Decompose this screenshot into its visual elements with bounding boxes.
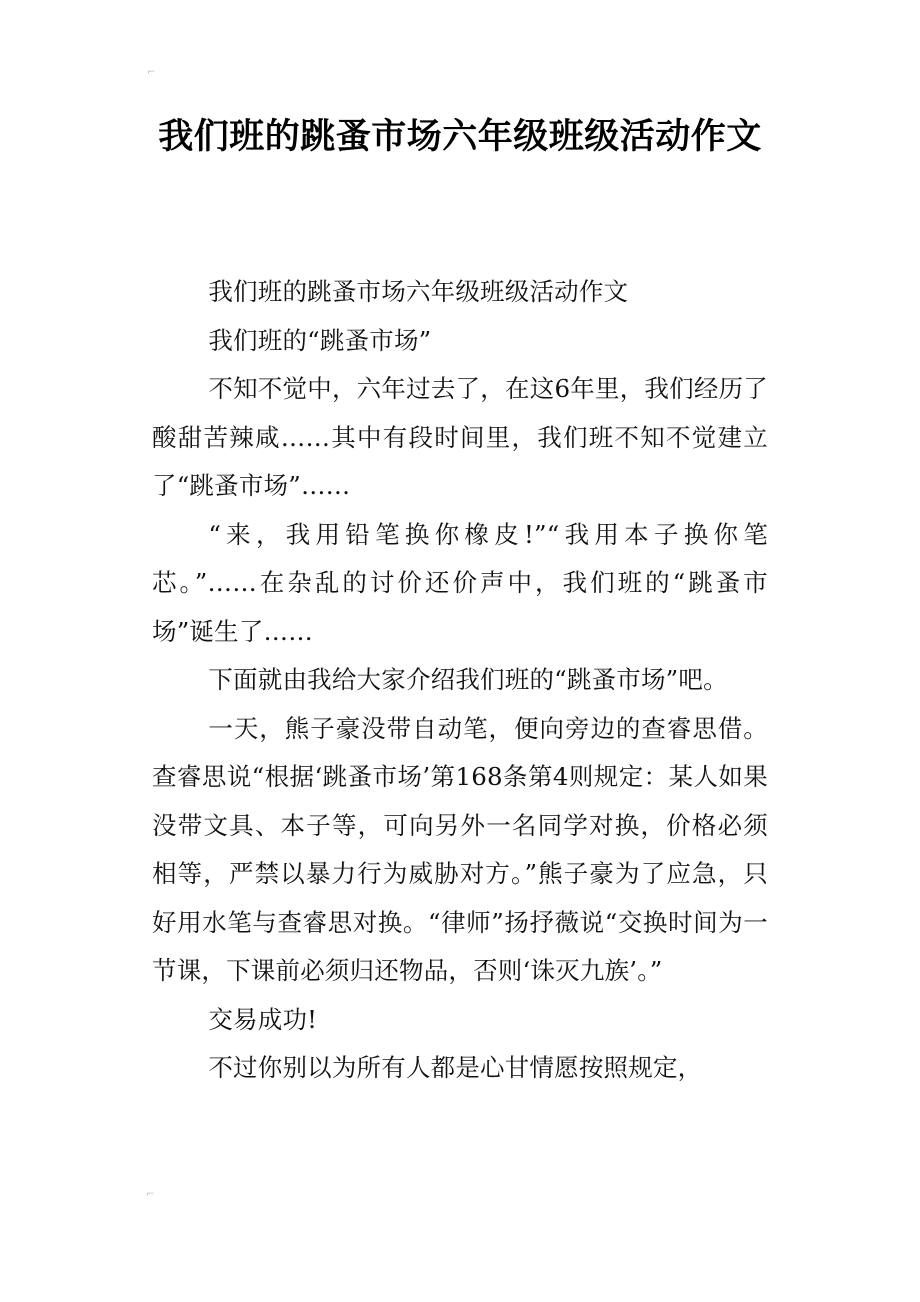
document-body (152, 268, 768, 1093)
paragraph: 下面就由我给大家介绍我们班的“跳蚤市场”吧。 (208, 665, 728, 694)
corner-mark-icon: ⌐ (146, 1189, 155, 1200)
paragraph: 交易成功! (208, 1004, 318, 1034)
paragraph: “来，我用铅笔换你橡皮!”“我用本子换你笔芯。”……在杂乱的讨价还价声中，我们班的“跳蚤市场”诞生了…… (152, 519, 768, 646)
paragraph: 一天，熊子豪没带自动笔，便向旁边的查睿思借。查睿思说“根据‘跳蚤市场’第168条第4则规定：某人如果没带文具、本子等，可向另外一名同学对换，价格必须相等，严禁以暴力行为威胁对方。”熊子豪为了应急，只好用水笔与查睿思对换。“律师”扬抒薇说“交换时间为一节课，下课前必须归还物品，否则‘诛灭九族’。” (152, 713, 768, 985)
paragraph: 不知不觉中，六年过去了，在这6年里，我们经历了酸甜苦辣咸……其中有段时间里，我们班不知不觉建立了“跳蚤市场”…… (152, 374, 768, 500)
paragraph: 我们班的跳蚤市场六年级班级活动作文 (208, 277, 629, 306)
corner-mark-icon: ⌐ (147, 67, 156, 78)
paragraph: 不过你别以为所有人都是心甘情愿按照规定， (208, 1053, 703, 1082)
document-title: 我们班的跳蚤市场六年级班级活动作文 (158, 117, 762, 157)
paragraph: 我们班的“跳蚤市场” (208, 325, 432, 355)
